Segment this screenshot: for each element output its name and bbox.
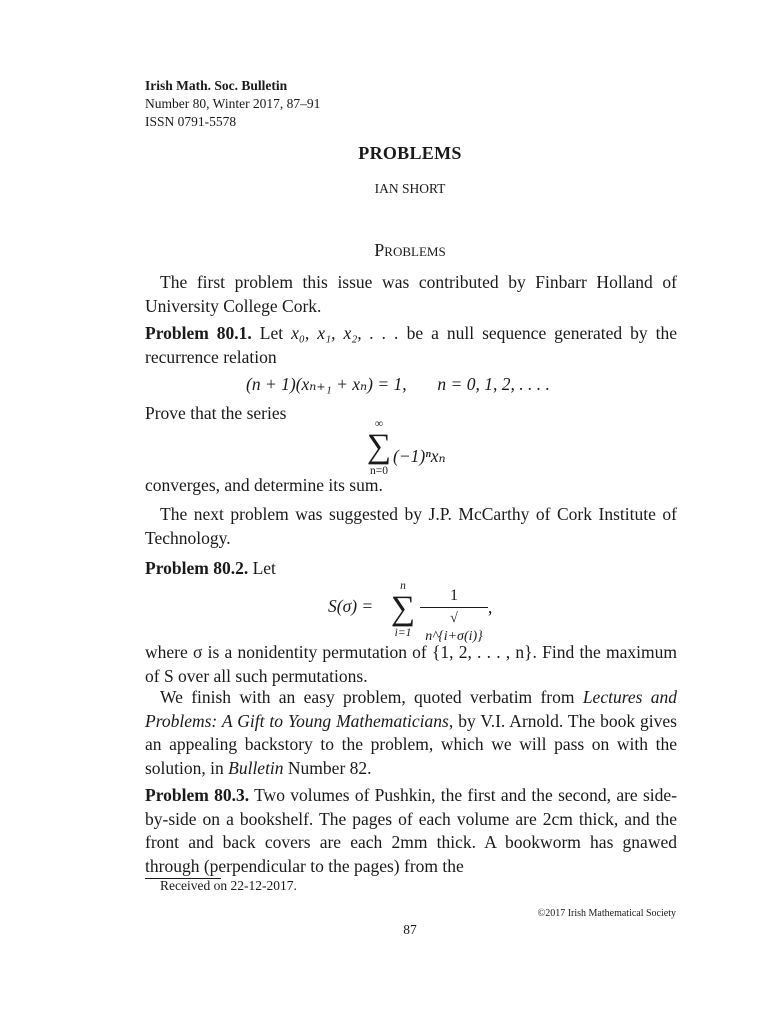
s-sum-upper: n [400,580,406,592]
summand-text: (−1)ⁿxₙ [393,446,446,466]
prove-text: Prove that the series [145,403,287,423]
intro-2-paragraph: The next problem was suggested by J.P. McCarthy of Cork Institute of Technology. [145,504,677,548]
recurrence-equation [246,374,550,395]
recurrence-formula: (n + 1)(xₙ₊₁ + xₙ) = 1, [246,374,407,394]
intro-3-book: Lectures and Problems: A Gift to Young Mathematicians [145,687,677,731]
series-upper-limit: ∞ [374,418,384,430]
s-sigma-lhs-text: S(σ) = [328,596,374,616]
author-name: IAN SHORT [374,181,446,196]
intro-3-part1: We finish with an easy problem, quoted verbatim from [160,687,575,707]
s-sigma-lhs [328,596,373,617]
sigma-icon-2: ∑ [390,590,416,627]
series-sigma [364,418,394,478]
fraction-denominator: √ n^{i+σ(i)} [425,611,483,644]
converges-text: converges, and determine its sum. [145,475,383,495]
page-number: 87 [403,922,417,937]
sigma-icon: ∑ [366,428,392,465]
fraction-bar [420,607,488,608]
fraction-numerator: 1 [450,587,458,604]
intro-3-part3: Number 82. [287,757,372,778]
problem-2-paragraph [145,557,677,581]
problem-2-let: Let [252,558,276,578]
problem-3-label: Problem 80.3. [145,785,250,805]
problem-1-label: Problem 80.1. [145,323,252,343]
journal-header [145,77,320,131]
s-sum-lower: i=1 [394,627,412,639]
problem-1-let: Let [259,323,284,343]
intro-3-paragraph [145,686,677,780]
s-sigma-comma: , [488,597,493,617]
footnote: Received on 22-12-2017. [160,878,297,893]
page-title: PROBLEMS [358,143,462,163]
intro-paragraph: The first problem this issue was contributed by Finbarr Holland of University College Cork. [145,272,677,316]
s-sigma-sum [388,580,418,640]
journal-name: Irish Math. Soc. Bulletin [145,78,288,93]
problem-2-after: where σ is a nonidentity permutation of {1, 2, . . . , n}. Find the maximum of S over all such permutations. [145,642,677,686]
problem-2-label: Problem 80.2. [145,558,249,578]
intro-3-bulletin: Bulletin [228,757,284,778]
copyright: ©2017 Irish Mathematical Society [537,908,676,919]
recurrence-condition: n = 0, 1, 2, . . . . [437,374,550,394]
problem-3-paragraph [145,784,677,878]
problem-1-paragraph [145,322,677,369]
intro-3-part2: , by V.I. Arnold. The book gives an appealing backstory to the problem, which we will pass on with the solution, in [145,710,677,778]
problem-3-text: Two volumes of Pushkin, the first and the second, are side-by-side on a bookshelf. The pages of each volume are 2cm thick, and the front and back covers are each 2mm thick. A bookworm has gnawed through (perpendicular to the pages) from the [145,785,677,876]
s-fraction [420,586,488,646]
problem-1-sequence: x₀, x₁, x₂, . . . [291,323,399,343]
journal-issn: ISSN 0791-5578 [145,114,237,129]
section-title: Problems [374,240,446,260]
problem-1-text: be a null sequence generated by the recurrence relation [145,323,677,367]
series-lower-limit: n=0 [370,465,388,477]
journal-issue: Number 80, Winter 2017, 87–91 [145,96,321,111]
series-summand [393,446,446,467]
